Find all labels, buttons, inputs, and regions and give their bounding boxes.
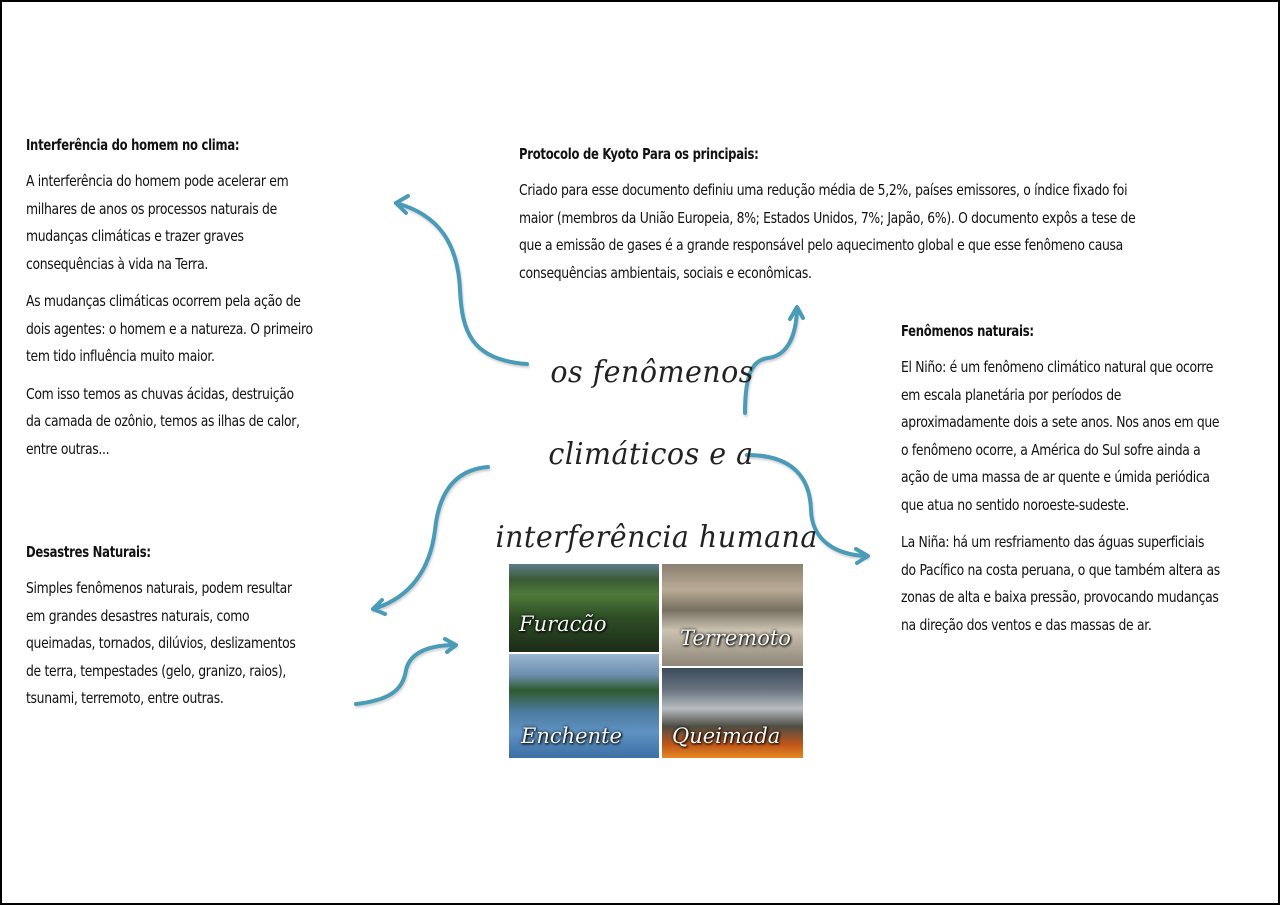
section-fenomenos bbox=[901, 322, 1280, 639]
section-desastres bbox=[26, 543, 363, 713]
text-line: dois agentes: o homem e a natureza. O primeiro bbox=[26, 319, 313, 338]
section-heading: Interferência do homem no clima: bbox=[26, 136, 240, 154]
tile-label: Enchente bbox=[521, 724, 622, 748]
text-line: milhares de anos os processos naturais de bbox=[26, 199, 277, 218]
center-title-line-1: os fenômenos bbox=[550, 355, 754, 390]
text-line: na direção dos ventos e das massas de ar. bbox=[901, 615, 1152, 634]
text-line: queimadas, tornados, dilúvios, deslizamentos bbox=[26, 634, 296, 652]
text-line: Com isso temos as chuvas ácidas, destruição bbox=[26, 384, 294, 403]
collage-tile-terremoto bbox=[662, 564, 803, 666]
text-line: La Niña: há um resfriamento das águas superficiais bbox=[901, 533, 1205, 551]
collage-tile-enchente bbox=[509, 654, 659, 758]
collage-tile-queimada bbox=[662, 668, 803, 758]
text-line: do Pacífico na costa peruana, o que também altera as bbox=[901, 560, 1220, 579]
tile-label: Furacão bbox=[519, 612, 607, 636]
text-line: Simples fenômenos naturais, podem resultar bbox=[26, 579, 292, 597]
text-line: El Niño: é um fenômeno climático natural que ocorre bbox=[901, 358, 1214, 376]
section-heading: Fenômenos naturais: bbox=[901, 322, 1034, 340]
section-interferencia bbox=[26, 136, 384, 463]
section-paragraph bbox=[901, 529, 1220, 639]
collage-tile-furacao bbox=[509, 564, 659, 652]
section-paragraph bbox=[26, 575, 296, 713]
text-line: que atua no sentido noroeste-sudeste. bbox=[901, 495, 1129, 514]
text-line: em escala planetária por períodos de bbox=[901, 385, 1122, 404]
section-kyoto bbox=[519, 145, 1280, 287]
text-line: aproximadamente dois a sete anos. Nos anos em que bbox=[901, 413, 1220, 431]
text-line: que a emissão de gases é a grande responsável pelo aquecimento global e que esse fenômeno causa bbox=[519, 236, 1123, 254]
section-paragraph bbox=[901, 354, 1220, 519]
text-line: em grandes desastres naturais, como bbox=[26, 606, 250, 625]
text-line: o fenômeno ocorre, a América do Sul sofre ainda a bbox=[901, 440, 1201, 459]
text-line: consequências à vida na Terra. bbox=[26, 254, 208, 273]
section-paragraph bbox=[519, 177, 1135, 287]
section-paragraph bbox=[26, 381, 313, 464]
disasters-collage bbox=[509, 564, 803, 758]
text-line: Criado para esse documento definiu uma redução média de 5,2%, países emissores, o índice fixado foi bbox=[519, 181, 1128, 199]
section-heading: Protocolo de Kyoto Para os principais: bbox=[519, 145, 759, 163]
text-line: da camada de ozônio, temos as ilhas de calor, bbox=[26, 412, 300, 430]
section-paragraph bbox=[26, 288, 313, 371]
text-line: zonas de alta e baixa pressão, provocando mudanças bbox=[901, 588, 1219, 606]
text-line: tem tido influência muito maior. bbox=[26, 347, 215, 365]
text-line: ação de uma massa de ar quente e úmida periódica bbox=[901, 468, 1210, 486]
text-line: consequências ambientais, sociais e econômicas. bbox=[519, 263, 812, 282]
center-title-line-3: interferência humana bbox=[495, 520, 818, 555]
tile-label: Queimada bbox=[672, 724, 781, 748]
center-title-line-2: climáticos e a bbox=[548, 437, 754, 472]
text-line: A interferência do homem pode acelerar em bbox=[26, 172, 289, 190]
section-paragraph bbox=[26, 168, 313, 278]
text-line: As mudanças climáticas ocorrem pela ação de bbox=[26, 292, 301, 310]
text-line: maior (membros da União Europeia, 8%; Estados Unidos, 7%; Japão, 6%). O documento expôs a tese de bbox=[519, 208, 1136, 227]
text-line: entre outras... bbox=[26, 439, 110, 458]
tile-label: Terremoto bbox=[680, 626, 791, 650]
text-line: tsunami, terremoto, entre outras. bbox=[26, 689, 224, 707]
text-line: mudanças climáticas e trazer graves bbox=[26, 227, 244, 245]
text-line: de terra, tempestades (gelo, granizo, raios), bbox=[26, 661, 286, 680]
section-heading: Desastres Naturais: bbox=[26, 543, 151, 561]
